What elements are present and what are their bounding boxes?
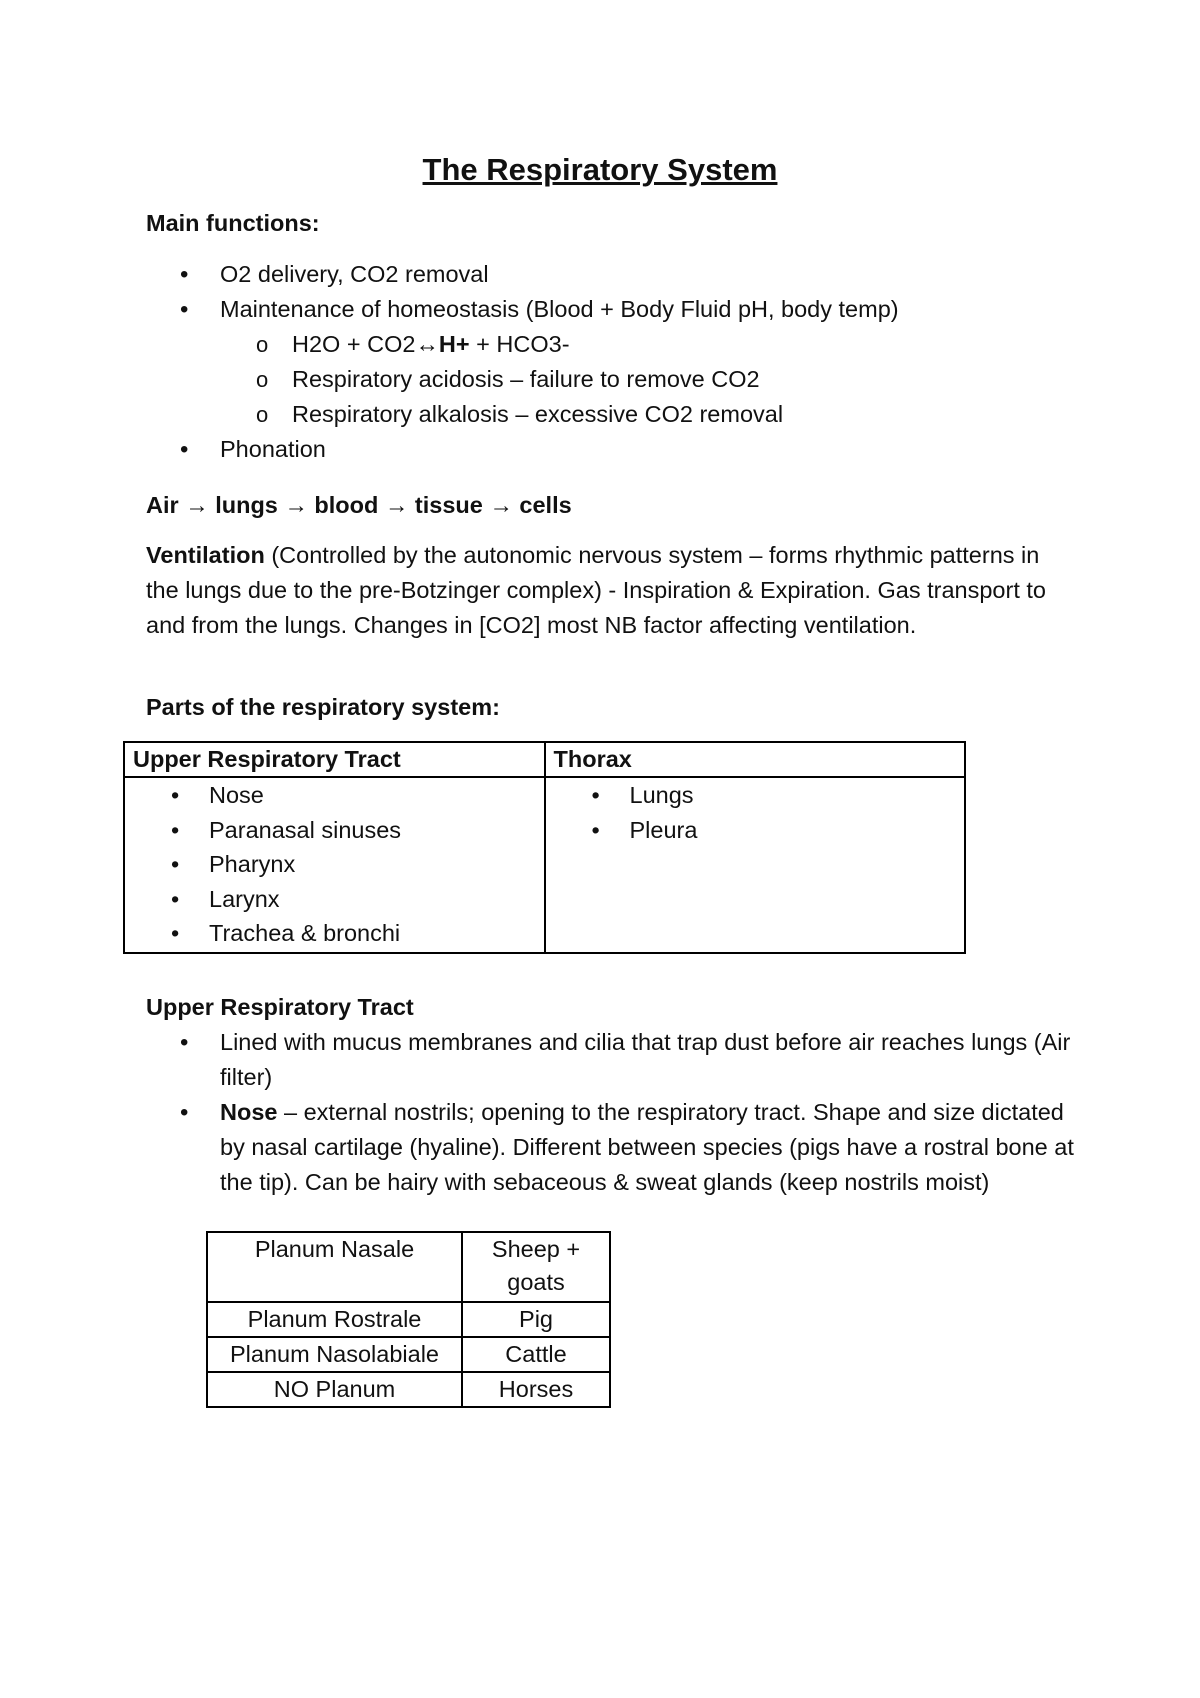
list-item: • Paranasal sinuses bbox=[133, 813, 536, 848]
main-functions-list bbox=[146, 257, 1066, 467]
upper-tract-cell bbox=[124, 777, 545, 953]
planum-table bbox=[206, 1231, 611, 1408]
list-item: o Respiratory alkalosis – excessive CO2 removal bbox=[146, 397, 1066, 432]
table-header: Thorax bbox=[545, 742, 966, 777]
list-item: o H2O + CO2↔H+ + HCO3- bbox=[146, 327, 1066, 362]
table-row: Planum Nasale Sheep + goats bbox=[207, 1232, 610, 1302]
table-row: Planum Rostrale Pig bbox=[207, 1302, 610, 1337]
list-item: • Lined with mucus membranes and cilia that trap dust before air reaches lungs (Air filter) bbox=[146, 1025, 1076, 1095]
upper-tract-list bbox=[133, 778, 536, 951]
list-item: • Pharynx bbox=[133, 847, 536, 882]
list-item: • Pleura bbox=[554, 813, 957, 848]
list-item: o Respiratory acidosis – failure to remove CO2 bbox=[146, 362, 1066, 397]
thorax-cell bbox=[545, 777, 966, 953]
main-functions-heading: Main functions: bbox=[146, 210, 320, 236]
list-item: • Trachea & bronchi bbox=[133, 916, 536, 951]
thorax-list bbox=[554, 778, 957, 847]
table-header: Upper Respiratory Tract bbox=[124, 742, 545, 777]
list-item: • Lungs bbox=[554, 778, 957, 813]
urt-list bbox=[146, 1025, 1076, 1200]
list-item: • Phonation bbox=[146, 432, 1066, 467]
list-item: • Larynx bbox=[133, 882, 536, 917]
flow-line: Air → lungs → blood → tissue → cells bbox=[146, 492, 572, 518]
parts-heading: Parts of the respiratory system: bbox=[146, 694, 500, 720]
list-item: • Nose bbox=[133, 778, 536, 813]
list-item: • O2 delivery, CO2 removal bbox=[146, 257, 1066, 292]
parts-table bbox=[123, 741, 966, 954]
page-title: The Respiratory System bbox=[422, 152, 778, 187]
urt-heading: Upper Respiratory Tract bbox=[146, 994, 414, 1020]
table-row: Planum Nasolabiale Cattle bbox=[207, 1337, 610, 1372]
list-item: • Maintenance of homeostasis (Blood + Body Fluid pH, body temp) o H2O + CO2↔H+ + HCO3- o Respiratory acidosis – failure to remove CO2 o Respiratory alkalosis – excessive CO2 removal bbox=[146, 292, 1066, 432]
ventilation-paragraph: Ventilation (Controlled by the autonomic nervous system – forms rhythmic patterns in the lungs due to the pre-Botzinger complex) - Inspiration & Expiration. Gas transport to and from the lungs. Changes in [CO2] most NB factor affecting ventilation. bbox=[146, 542, 1046, 638]
homeostasis-sublist bbox=[146, 327, 1066, 432]
table-row: NO Planum Horses bbox=[207, 1372, 610, 1407]
list-item: • Nose – external nostrils; opening to the respiratory tract. Shape and size dictated by nasal cartilage (hyaline). Different between species (pigs have a rostral bone at the tip). Can be hairy with sebaceous & sweat glands (keep nostrils moist) bbox=[146, 1095, 1076, 1200]
